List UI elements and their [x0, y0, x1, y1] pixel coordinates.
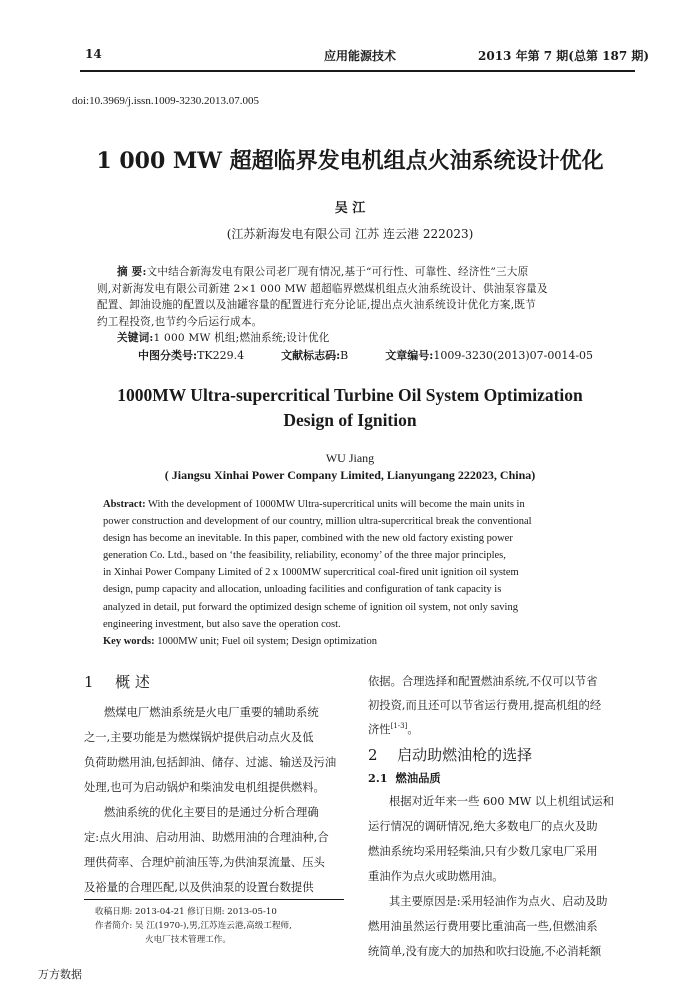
- abstract-cn: [97, 264, 627, 347]
- body-line: 处理,也可为启动锅炉和柴油发电机组提供燃料。: [84, 781, 325, 794]
- abstract-en-line: power construction and development of our country, million ultra-supercritical break the conventional: [103, 516, 532, 528]
- doc-code-label: 文献标志码:: [281, 349, 341, 362]
- body-line: 统简单,没有庞大的加热和吹扫设施,不必消耗额: [368, 945, 602, 958]
- abstract-en-line: in Xinhai Power Company Limited of 2 x 1000MW supercritical coal-fired unit ignition oil system: [103, 567, 519, 579]
- keywords-cn: 1 000 MW 机组;燃油系统;设计优化: [153, 332, 330, 344]
- citation-ref: [1-3]: [390, 722, 408, 731]
- doi: doi:10.3969/j.issn.1009-3230.2013.07.005: [72, 95, 260, 107]
- keywords-cn-label: 关键词:: [117, 332, 154, 344]
- body-line: 运行情况的调研情况,绝大多数电厂的点火及助: [368, 820, 598, 833]
- body-line: 依据。合理选择和配置燃油系统,不仅可以节省: [368, 675, 598, 688]
- body-line: 及裕量的合理匹配,以及供油泵的设置台数提供: [84, 881, 314, 894]
- body-line: 初投资,而且还可以节省运行费用,提高机组的经: [368, 699, 602, 712]
- keywords-en-label: Key words:: [103, 635, 155, 647]
- section-2-title: 启动助燃油枪的选择: [397, 746, 533, 764]
- abstract-cn-label: 摘 要:: [117, 266, 147, 278]
- journal-name: 应用能源技术: [324, 49, 397, 63]
- classification-line: [138, 347, 593, 363]
- body-line: 理供荷率、合理炉前油压等,为供油泵流量、压头: [84, 856, 325, 869]
- section-2-heading: [368, 744, 532, 765]
- body-line: 负荷助燃用油,包括卸油、储存、过滤、输送及污油: [84, 756, 337, 769]
- body-text: 。: [407, 723, 419, 736]
- keywords-en: 1000MW unit; Fuel oil system; Design optimization: [157, 635, 377, 647]
- section-1-heading: [84, 671, 150, 692]
- header-rule: [80, 70, 635, 72]
- abstract-en-line: design, pump capacity and allocation, unloading facilities and configuration of tank capacity is: [103, 584, 502, 596]
- body-line: 燃油系统均采用轻柴油,只有少数几家电厂采用: [368, 845, 598, 858]
- body-line: 根据对近年来一些 600 MW 以上机组试运和: [389, 795, 614, 808]
- body-line: 之一,主要功能是为燃煤锅炉提供启动点火及低: [84, 731, 314, 744]
- abstract-en-line: generation Co. Ltd., based on ‘the feasibility, reliability, economy’ of the three major principles,: [103, 550, 506, 562]
- abstract-cn-line: 则,对新海发电有限公司新建 2×1 000 MW 超超临界燃煤机组点火油系统设计、供油泵容量及: [97, 282, 548, 295]
- page-number: 14: [85, 47, 102, 61]
- affiliation-en: ( Jiangsu Xinhai Power Company Limited, Lianyungang 222023, China): [164, 468, 536, 482]
- clc-value: TK229.4: [197, 349, 245, 362]
- author-bio-cont: 火电厂技术管理工作。: [145, 935, 231, 945]
- section-1-title: 概 述: [115, 673, 150, 691]
- body-line: 定:点火用油、启动用油、助燃用油的合理油种,合: [84, 831, 329, 844]
- section-2-number: 2: [368, 746, 378, 764]
- issue-info: 2013 年第 7 期(总第 187 期): [478, 49, 650, 63]
- doc-code-value: B: [340, 349, 349, 362]
- abstract-en-line: engineering investment, but also save the operation cost.: [103, 618, 341, 630]
- body-line-ref: [368, 721, 419, 737]
- footer-watermark: 万方数据: [38, 968, 82, 981]
- title-en-line2: Design of Ignition: [283, 410, 417, 430]
- affiliation-cn: (江苏新海发电有限公司 江苏 连云港 222023): [226, 227, 474, 241]
- title-en-line1: 1000MW Ultra-supercritical Turbine Oil System Optimization: [117, 385, 583, 405]
- body-line: 其主要原因是:采用轻油作为点火、启动及助: [389, 895, 608, 908]
- section-1-number: 1: [84, 673, 94, 691]
- author-en: WU Jiang: [325, 451, 375, 465]
- abstract-en-line: analyzed in detail, put forward the optimized design scheme of ignition oil system, not only saving: [103, 601, 518, 613]
- abstract-cn-line: 文中结合新海发电有限公司老厂现有情况,基于“可行性、可靠性、经济性”三大原: [146, 266, 529, 278]
- body-line: 燃用油虽然运行费用要比重油高一些,但燃油系: [368, 920, 598, 933]
- author-cn: 吴 江: [334, 201, 366, 216]
- author-bio: 作者简介: 吴 江(1970-),男,江苏连云港,高级工程师,: [95, 921, 292, 931]
- abstract-cn-line: 配置、卸油设施的配置以及油罐容量的配置进行充分论证,提出点火油系统设计优化方案,既节: [97, 299, 536, 311]
- footnote-rule: [84, 899, 344, 900]
- body-line: 重油作为点火或助燃用油。: [368, 870, 504, 883]
- abstract-en-label: Abstract:: [103, 499, 146, 510]
- body-line: 燃油系统的优化主要目的是通过分析合理确: [104, 806, 319, 819]
- abstract-en-line: design has become an inevitable. In this paper, combined with the new old factory existing power: [103, 533, 513, 545]
- article-number-label: 文章编号:: [385, 349, 434, 362]
- subsection-2-1-heading: 2.1 燃油品质: [368, 771, 441, 785]
- abstract-cn-line: 约工程投资,也节约今后运行成本。: [97, 315, 263, 328]
- clc-label: 中图分类号:: [138, 349, 198, 362]
- body-text: 济性: [368, 723, 391, 736]
- title-cn: 1 000 MW 超超临界发电机组点火油系统设计优化: [96, 148, 604, 174]
- article-number-value: 1009-3230(2013)07-0014-05: [433, 349, 594, 362]
- abstract-en-line: With the development of 1000MW Ultra-supercritical units will become the main units in: [148, 499, 525, 510]
- body-line: 燃煤电厂燃油系统是火电厂重要的辅助系统: [104, 706, 319, 719]
- received-date: 收稿日期: 2013-04-21 修订日期: 2013-05-10: [95, 907, 277, 917]
- abstract-en: [103, 496, 633, 650]
